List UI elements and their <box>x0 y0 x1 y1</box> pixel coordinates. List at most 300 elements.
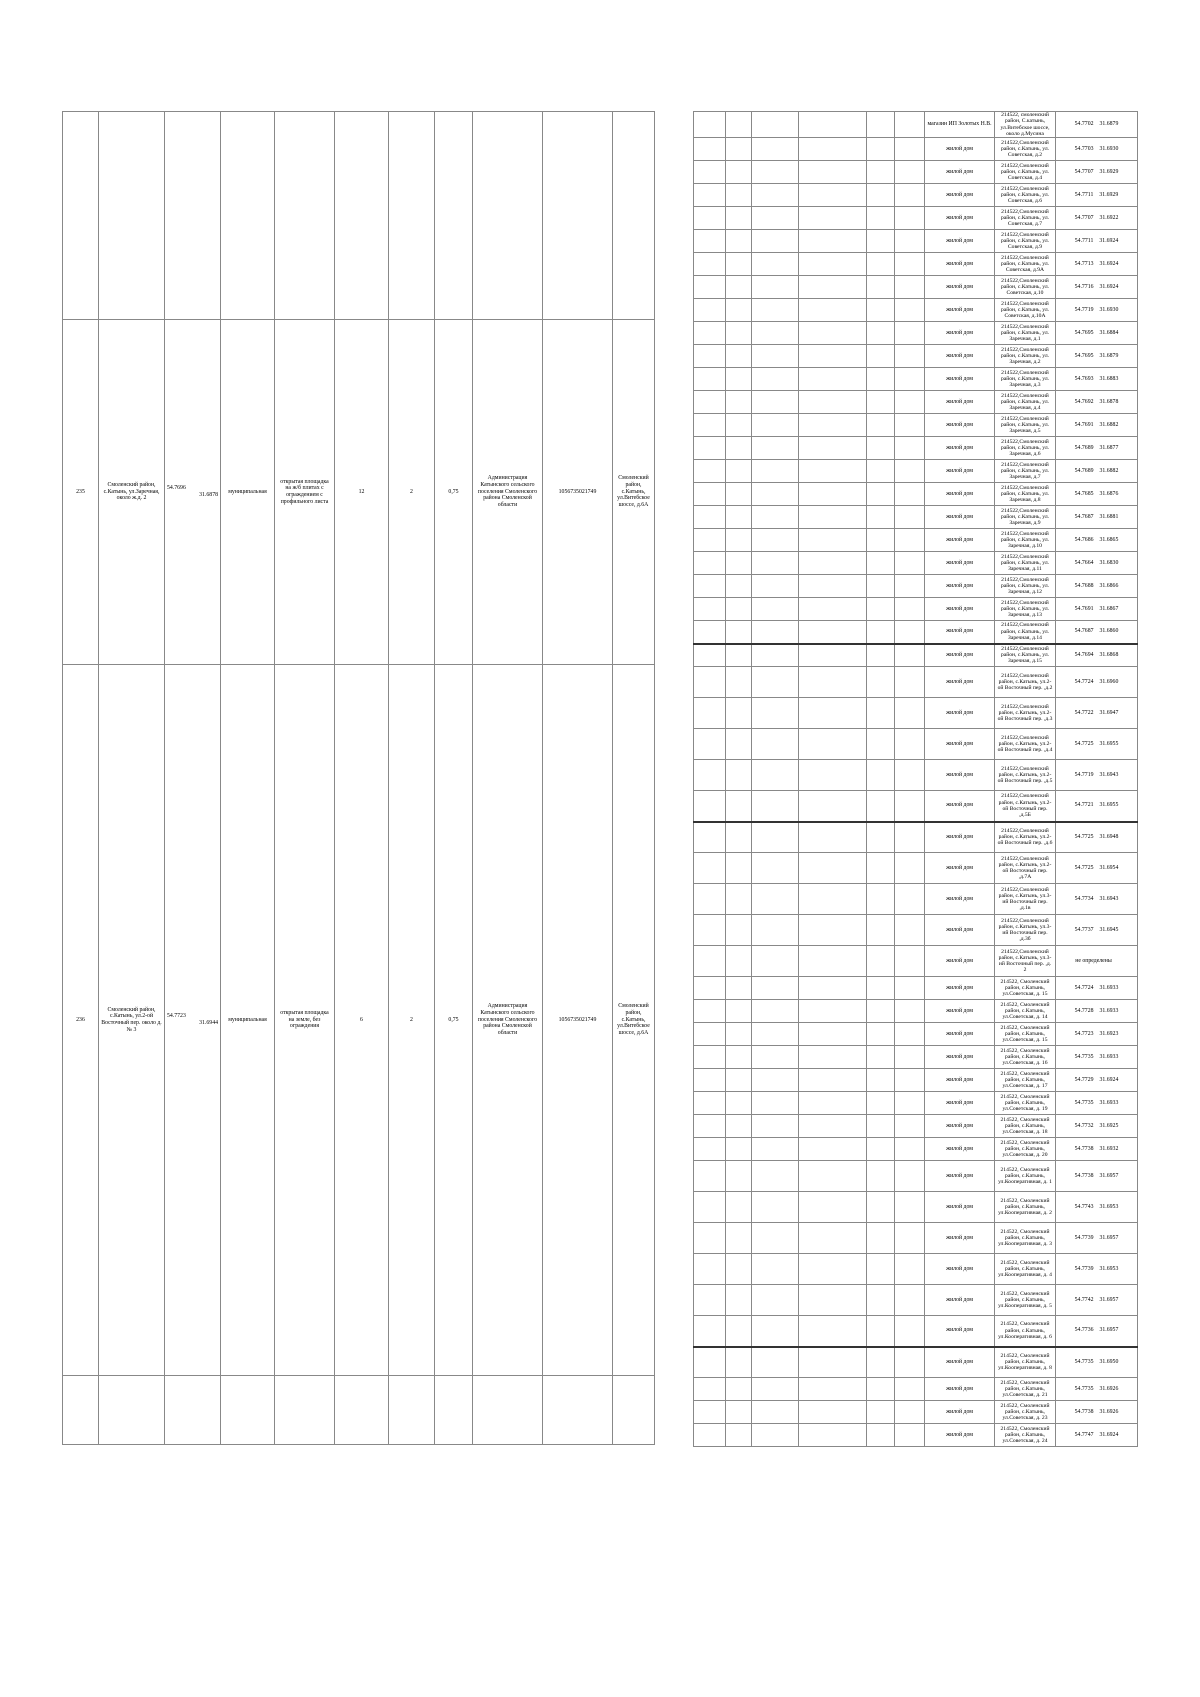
empty-cell <box>726 230 752 253</box>
empty-cell <box>694 1254 726 1285</box>
building-coordinates <box>1056 483 1138 506</box>
empty-cell <box>726 391 752 414</box>
building-type: жилой дом <box>925 483 995 506</box>
site-number <box>63 1376 99 1445</box>
empty-cell <box>694 184 726 207</box>
empty-cell <box>799 667 867 698</box>
building-longitude: 31.6877 <box>1099 444 1119 451</box>
building-longitude: 31.6947 <box>1099 709 1119 716</box>
building-type: жилой дом <box>925 184 995 207</box>
building-address: 214522,Смоленский район, с.Катынь, ул. Заречная, д.13 <box>995 598 1056 621</box>
building-address: 214522, Смоленский район, с.Катынь, ул.Советская, д. 18 <box>995 1115 1056 1138</box>
site-containers-count: 12 <box>335 320 389 665</box>
empty-cell <box>726 1347 752 1378</box>
building-longitude: 31.6924 <box>1099 1431 1119 1438</box>
empty-cell <box>694 1316 726 1347</box>
empty-cell <box>799 1254 867 1285</box>
empty-cell <box>726 977 752 1000</box>
building-longitude: 31.6929 <box>1099 191 1119 198</box>
building-coordinates <box>1056 575 1138 598</box>
empty-cell <box>895 1285 925 1316</box>
empty-cell <box>867 552 895 575</box>
empty-cell <box>867 1161 895 1192</box>
building-type: жилой дом <box>925 161 995 184</box>
building-type: жилой дом <box>925 1401 995 1424</box>
building-latitude: 54.7735 <box>1074 1385 1094 1392</box>
empty-cell <box>895 414 925 437</box>
empty-cell <box>752 1092 799 1115</box>
building-type: жилой дом <box>925 822 995 853</box>
empty-cell <box>726 276 752 299</box>
empty-cell <box>752 345 799 368</box>
building-address: 214522,Смоленский район, с.Катынь, ул.2-ой Восточный пер. ,д.5Б <box>995 791 1056 822</box>
empty-cell <box>799 460 867 483</box>
building-row <box>694 460 1138 483</box>
building-row <box>694 1424 1138 1447</box>
empty-cell <box>895 1401 925 1424</box>
building-address: 214522,Смоленский район, с.Катынь, ул. Советская, д.9А <box>995 253 1056 276</box>
building-coordinates <box>1056 368 1138 391</box>
building-latitude: 54.7707 <box>1074 214 1094 221</box>
building-coordinates <box>1056 1378 1138 1401</box>
empty-cell <box>799 915 867 946</box>
empty-cell <box>694 621 726 644</box>
building-latitude: 54.7737 <box>1074 926 1094 933</box>
building-longitude: 31.6932 <box>1099 1145 1119 1152</box>
empty-cell <box>726 946 752 977</box>
empty-cell <box>752 915 799 946</box>
empty-cell <box>726 460 752 483</box>
building-latitude: 54.7742 <box>1074 1296 1094 1303</box>
empty-cell <box>726 791 752 822</box>
building-coordinates <box>1056 822 1138 853</box>
empty-cell <box>895 391 925 414</box>
empty-cell <box>867 760 895 791</box>
empty-cell <box>726 552 752 575</box>
empty-cell <box>694 1046 726 1069</box>
empty-cell <box>694 915 726 946</box>
site-coordinates <box>165 112 221 320</box>
empty-cell <box>694 460 726 483</box>
site-row <box>63 112 655 320</box>
building-row <box>694 184 1138 207</box>
building-row <box>694 161 1138 184</box>
building-address: 214522, Смоленский район, с.Катынь, ул.Советская, д. 15 <box>995 1023 1056 1046</box>
empty-cell <box>895 138 925 161</box>
empty-cell <box>867 1223 895 1254</box>
building-longitude: 31.6883 <box>1099 375 1119 382</box>
empty-cell <box>799 1092 867 1115</box>
site-org-address <box>613 112 655 320</box>
empty-cell <box>694 161 726 184</box>
building-longitude: 31.6882 <box>1099 467 1119 474</box>
building-longitude: 31.6955 <box>1099 802 1119 809</box>
empty-cell <box>895 276 925 299</box>
empty-cell <box>752 1285 799 1316</box>
site-latitude: 54.7696 <box>167 485 186 492</box>
building-address: 214522,Смоленский район, с.Катынь, ул. Заречная, д.9 <box>995 506 1056 529</box>
building-type: жилой дом <box>925 1161 995 1192</box>
empty-cell <box>799 729 867 760</box>
site-org: Администрация Катынского сельского поселения Смоленского района Смоленской области <box>473 665 543 1376</box>
empty-cell <box>726 322 752 345</box>
sites-table <box>62 111 655 1445</box>
empty-cell <box>799 822 867 853</box>
empty-cell <box>726 621 752 644</box>
empty-cell <box>694 1378 726 1401</box>
empty-cell <box>799 1138 867 1161</box>
empty-cell <box>799 1023 867 1046</box>
site-number <box>63 112 99 320</box>
building-row <box>694 598 1138 621</box>
empty-cell <box>726 644 752 667</box>
empty-cell <box>895 1378 925 1401</box>
building-latitude: 54.7687 <box>1074 628 1094 635</box>
building-type: жилой дом <box>925 1092 995 1115</box>
building-longitude: 31.6930 <box>1099 145 1119 152</box>
empty-cell <box>694 1115 726 1138</box>
site-bunkers-count: 2 <box>389 665 435 1376</box>
empty-cell <box>726 253 752 276</box>
building-address: 214522,Смоленский район, с.Катынь, ул. Заречная, д.12 <box>995 575 1056 598</box>
building-row <box>694 138 1138 161</box>
empty-cell <box>694 322 726 345</box>
empty-cell <box>726 760 752 791</box>
empty-cell <box>895 207 925 230</box>
empty-cell <box>726 1378 752 1401</box>
building-row <box>694 391 1138 414</box>
building-longitude: 31.6955 <box>1099 740 1119 747</box>
building-type: жилой дом <box>925 368 995 391</box>
building-address: 214522, Смоленский район, с.Катынь, ул.Кооперативная, д. 4 <box>995 1254 1056 1285</box>
building-type: жилой дом <box>925 230 995 253</box>
empty-cell <box>726 1023 752 1046</box>
empty-cell <box>752 1378 799 1401</box>
building-longitude: 31.6948 <box>1099 833 1119 840</box>
empty-cell <box>867 644 895 667</box>
building-coordinates <box>1056 1138 1138 1161</box>
building-row <box>694 1316 1138 1347</box>
building-type: жилой дом <box>925 1192 995 1223</box>
empty-cell <box>895 729 925 760</box>
building-address: 214522,Смоленский район, с.Катынь, ул. Заречная, д.10 <box>995 529 1056 552</box>
building-type: жилой дом <box>925 437 995 460</box>
building-row <box>694 760 1138 791</box>
building-latitude: 54.7747 <box>1074 1431 1094 1438</box>
building-type: жилой дом <box>925 946 995 977</box>
empty-cell <box>867 529 895 552</box>
empty-cell <box>694 729 726 760</box>
empty-cell <box>867 391 895 414</box>
building-coordinates <box>1056 1401 1138 1424</box>
empty-cell <box>895 853 925 884</box>
building-latitude: 54.7695 <box>1074 352 1094 359</box>
site-row <box>63 320 655 665</box>
building-latitude: 54.7736 <box>1074 1327 1094 1334</box>
empty-cell <box>752 437 799 460</box>
building-latitude: 54.7685 <box>1074 490 1094 497</box>
empty-cell <box>799 791 867 822</box>
site-address <box>99 1376 165 1445</box>
empty-cell <box>867 729 895 760</box>
empty-cell <box>867 506 895 529</box>
empty-cell <box>799 977 867 1000</box>
empty-cell <box>752 760 799 791</box>
building-latitude: 54.7723 <box>1074 1030 1094 1037</box>
building-type: жилой дом <box>925 253 995 276</box>
empty-cell <box>752 946 799 977</box>
building-row <box>694 729 1138 760</box>
site-row <box>63 665 655 1376</box>
building-longitude: 31.6954 <box>1099 864 1119 871</box>
empty-cell <box>867 1069 895 1092</box>
empty-cell <box>752 1192 799 1223</box>
building-coordinates <box>1056 884 1138 915</box>
building-longitude: 31.6930 <box>1099 306 1119 313</box>
empty-cell <box>694 1424 726 1447</box>
empty-cell <box>694 698 726 729</box>
empty-cell <box>694 207 726 230</box>
site-org-address: Смоленский район, с.Катынь, ул.Витебское шоссе, д.6А <box>613 665 655 1376</box>
empty-cell <box>895 112 925 138</box>
empty-cell <box>799 1115 867 1138</box>
building-coordinates <box>1056 915 1138 946</box>
building-coordinates <box>1056 138 1138 161</box>
building-latitude: 54.7738 <box>1074 1145 1094 1152</box>
building-latitude: 54.7689 <box>1074 467 1094 474</box>
building-type: жилой дом <box>925 1138 995 1161</box>
building-type: жилой дом <box>925 345 995 368</box>
empty-cell <box>694 644 726 667</box>
building-type: жилой дом <box>925 299 995 322</box>
building-coordinates <box>1056 1192 1138 1223</box>
empty-cell <box>895 184 925 207</box>
empty-cell <box>867 1401 895 1424</box>
building-address: 214522,Смоленский район, с.Катынь, ул. Советская, д.7 <box>995 207 1056 230</box>
building-longitude: 31.6876 <box>1099 490 1119 497</box>
empty-cell <box>867 621 895 644</box>
building-longitude: 31.6929 <box>1099 168 1119 175</box>
building-row <box>694 1347 1138 1378</box>
empty-cell <box>895 230 925 253</box>
building-coordinates <box>1056 1223 1138 1254</box>
empty-cell <box>752 322 799 345</box>
empty-cell <box>726 915 752 946</box>
empty-cell <box>752 1161 799 1192</box>
building-row <box>694 253 1138 276</box>
empty-cell <box>895 598 925 621</box>
empty-cell <box>694 1401 726 1424</box>
building-address: 214522, Смоленский район, с.Катынь, ул.Советская, д. 16 <box>995 1046 1056 1069</box>
building-row <box>694 345 1138 368</box>
building-address: 214522,Смоленский район, с.Катынь, ул. Советская, д.6 <box>995 184 1056 207</box>
site-volume: 0,75 <box>435 320 473 665</box>
empty-cell <box>895 299 925 322</box>
building-address: 214522, Смоленский район, с.Катынь, ул.Кооперативная, д. 3 <box>995 1223 1056 1254</box>
building-longitude: 31.6867 <box>1099 605 1119 612</box>
building-address: 214522,Смоленский район, с.Катынь, ул. Заречная, д.2 <box>995 345 1056 368</box>
empty-cell <box>895 698 925 729</box>
empty-cell <box>867 253 895 276</box>
empty-cell <box>799 1000 867 1023</box>
empty-cell <box>726 1424 752 1447</box>
site-address: Смоленский район, с.Катынь, ул.2-ой Восточный пер. около д.№ 3 <box>99 665 165 1376</box>
empty-cell <box>799 184 867 207</box>
empty-cell <box>752 1254 799 1285</box>
building-longitude: 31.6953 <box>1099 1265 1119 1272</box>
building-latitude: 54.7695 <box>1074 329 1094 336</box>
empty-cell <box>752 1000 799 1023</box>
building-type: жилой дом <box>925 853 995 884</box>
building-coordinates <box>1056 112 1138 138</box>
empty-cell <box>726 1069 752 1092</box>
building-latitude: 54.7693 <box>1074 375 1094 382</box>
empty-cell <box>799 253 867 276</box>
empty-cell <box>694 667 726 698</box>
building-address: 214522, Смоленский район, с.Катынь, ул.Кооперативная, д. 8 <box>995 1347 1056 1378</box>
site-org: Администрация Катынского сельского поселения Смоленского района Смоленской области <box>473 320 543 665</box>
building-longitude: 31.6866 <box>1099 582 1119 589</box>
building-latitude: 54.7724 <box>1074 678 1094 685</box>
building-row <box>694 552 1138 575</box>
empty-cell <box>752 644 799 667</box>
empty-cell <box>726 506 752 529</box>
site-latitude: 54.7723 <box>167 1013 186 1020</box>
empty-cell <box>867 322 895 345</box>
site-number: 236 <box>63 665 99 1376</box>
empty-cell <box>799 276 867 299</box>
building-latitude: 54.7743 <box>1074 1203 1094 1210</box>
empty-cell <box>726 598 752 621</box>
building-type: жилой дом <box>925 1378 995 1401</box>
building-longitude: 31.6926 <box>1099 1408 1119 1415</box>
empty-cell <box>694 977 726 1000</box>
empty-cell <box>752 1069 799 1092</box>
building-latitude: 54.7735 <box>1074 1358 1094 1365</box>
site-coordinates <box>165 665 221 1376</box>
empty-cell <box>752 414 799 437</box>
empty-cell <box>694 853 726 884</box>
empty-cell <box>694 1161 726 1192</box>
building-address: 214522, Смоленский район, с.Катынь, ул.Кооперативная, д. 1 <box>995 1161 1056 1192</box>
empty-cell <box>726 729 752 760</box>
empty-cell <box>799 760 867 791</box>
empty-cell <box>867 1424 895 1447</box>
building-latitude: не определены <box>1075 957 1112 964</box>
building-longitude: 31.6865 <box>1099 536 1119 543</box>
empty-cell <box>895 760 925 791</box>
building-row <box>694 1138 1138 1161</box>
building-latitude: 54.7735 <box>1074 1053 1094 1060</box>
empty-cell <box>694 884 726 915</box>
empty-cell <box>867 598 895 621</box>
building-longitude: 31.6868 <box>1099 651 1119 658</box>
building-coordinates <box>1056 621 1138 644</box>
empty-cell <box>867 1000 895 1023</box>
empty-cell <box>867 276 895 299</box>
empty-cell <box>694 345 726 368</box>
empty-cell <box>752 112 799 138</box>
site-address: Смоленский район, с.Катынь, ул.Заречная, около ж.д. 2 <box>99 320 165 665</box>
empty-cell <box>752 667 799 698</box>
building-address: 214522, Смоленский район, с.Катынь, ул.Советская, д. 14 <box>995 1000 1056 1023</box>
building-row <box>694 1092 1138 1115</box>
empty-cell <box>726 437 752 460</box>
building-type: жилой дом <box>925 460 995 483</box>
empty-cell <box>867 1254 895 1285</box>
building-longitude: 31.6884 <box>1099 329 1119 336</box>
building-latitude: 54.7725 <box>1074 833 1094 840</box>
site-volume <box>435 112 473 320</box>
building-coordinates <box>1056 161 1138 184</box>
building-type: жилой дом <box>925 506 995 529</box>
empty-cell <box>694 1069 726 1092</box>
building-type: жилой дом <box>925 1023 995 1046</box>
building-address: 214522, Смоленский район, с.Катынь, ул.Советская, д. 19 <box>995 1092 1056 1115</box>
site-number: 235 <box>63 320 99 665</box>
empty-cell <box>726 1138 752 1161</box>
empty-cell <box>752 230 799 253</box>
building-row <box>694 915 1138 946</box>
empty-cell <box>895 1092 925 1115</box>
building-coordinates <box>1056 1115 1138 1138</box>
site-ownership <box>221 1376 275 1445</box>
empty-cell <box>726 529 752 552</box>
building-address: 214522,Смоленский район, с.Катынь, ул. Советская, д.2 <box>995 138 1056 161</box>
building-type: жилой дом <box>925 621 995 644</box>
building-row <box>694 529 1138 552</box>
empty-cell <box>867 1138 895 1161</box>
building-row <box>694 791 1138 822</box>
empty-cell <box>867 1192 895 1223</box>
building-type: жилой дом <box>925 1254 995 1285</box>
site-longitude: 31.6878 <box>199 492 218 498</box>
building-address: 214522,Смоленский район, с.Катынь, ул. Заречная, д.8 <box>995 483 1056 506</box>
empty-cell <box>752 529 799 552</box>
building-address: 214522, Смоленский район, с.Катынь, ул.Советская, д. 24 <box>995 1424 1056 1447</box>
empty-cell <box>799 345 867 368</box>
empty-cell <box>752 575 799 598</box>
building-row <box>694 1285 1138 1316</box>
building-coordinates <box>1056 1424 1138 1447</box>
empty-cell <box>752 977 799 1000</box>
empty-cell <box>895 575 925 598</box>
empty-cell <box>694 946 726 977</box>
empty-cell <box>867 946 895 977</box>
empty-cell <box>694 1192 726 1223</box>
building-coordinates <box>1056 729 1138 760</box>
empty-cell <box>694 230 726 253</box>
empty-cell <box>694 760 726 791</box>
empty-cell <box>799 391 867 414</box>
building-type: жилой дом <box>925 1223 995 1254</box>
empty-cell <box>694 1138 726 1161</box>
empty-cell <box>752 1115 799 1138</box>
empty-cell <box>895 621 925 644</box>
empty-cell <box>895 1115 925 1138</box>
empty-cell <box>726 299 752 322</box>
empty-cell <box>867 368 895 391</box>
empty-cell <box>867 230 895 253</box>
empty-cell <box>895 1254 925 1285</box>
empty-cell <box>752 207 799 230</box>
building-longitude: 31.6879 <box>1099 352 1119 359</box>
site-ogrn: 1056735021749 <box>543 665 613 1376</box>
building-address: 214522, Смоленский район, с.Катынь, ул.Советская, д. 15 <box>995 977 1056 1000</box>
building-address: 214522,Смоленский район, с.Катынь, ул. Заречная, д.4 <box>995 391 1056 414</box>
empty-cell <box>895 822 925 853</box>
building-address: 214522, Смоленский район, с.Катынь, ул.Советская, д. 23 <box>995 1401 1056 1424</box>
